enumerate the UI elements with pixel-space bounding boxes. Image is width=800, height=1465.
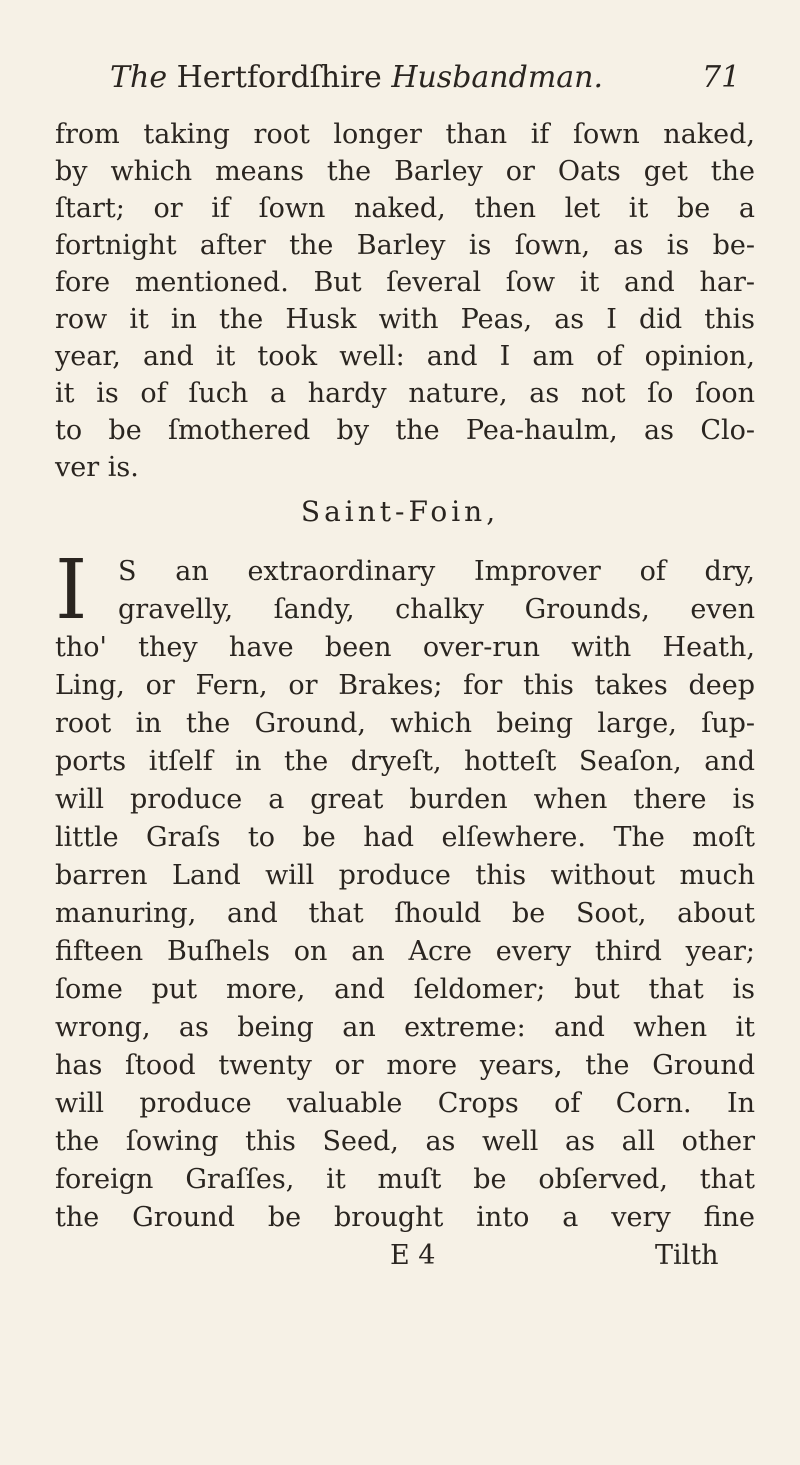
text-line: by which means the Barley or Oats get the <box>55 156 755 187</box>
text-line: wrong, as being an extreme: and when it <box>55 1012 755 1043</box>
text-line: manuring, and that ſhould be Soot, about <box>55 898 755 929</box>
text-line: will produce a great burden when there is <box>55 784 755 815</box>
section-heading: Saint-Foin, <box>300 495 500 528</box>
text-line: little Graſs to be had elſewhere. The moſt <box>55 822 755 853</box>
text-line: ſtart; or if ſown naked, then let it be a <box>55 193 755 224</box>
page-number: 71 <box>702 60 741 95</box>
text-line: year, and it took well: and I am of opinion, <box>55 341 755 372</box>
title-suffix: Husbandman. <box>391 60 604 95</box>
running-title <box>110 60 603 95</box>
text-line: to be ſmothered by the Pea-haulm, as Clo- <box>55 415 755 446</box>
catchword: Tilth <box>655 1240 719 1271</box>
text-line: S an extraordinary Improver of dry, <box>118 556 755 587</box>
signature-mark: E 4 <box>390 1240 436 1271</box>
text-line: barren Land will produce this without much <box>55 860 755 891</box>
text-line: the Ground be brought into a very fine <box>55 1202 755 1233</box>
text-line: root in the Ground, which being large, ſup- <box>55 708 755 739</box>
text-line: will produce valuable Crops of Corn. In <box>55 1088 755 1119</box>
text-line: fore mentioned. But ſeveral ſow it and har- <box>55 267 755 298</box>
text-line: has ſtood twenty or more years, the Ground <box>55 1050 755 1081</box>
running-header <box>50 50 750 110</box>
text-line: tho' they have been over-run with Heath, <box>55 632 755 663</box>
text-line: ports itſelf in the dryeſt, hotteſt Seaſon, and <box>55 746 755 777</box>
text-line: gravelly, ſandy, chalky Grounds, even <box>118 594 755 625</box>
drop-cap: I <box>55 543 88 638</box>
text-line: foreign Graſſes, it muſt be obſerved, that <box>55 1164 755 1195</box>
text-line: it is of ſuch a hardy nature, as not ſo ſoon <box>55 378 755 409</box>
title-main: Hertfordſhire <box>176 60 382 95</box>
text-line: the ſowing this Seed, as well as all other <box>55 1126 755 1157</box>
text-line: Ling, or Fern, or Brakes; for this takes deep <box>55 670 755 701</box>
text-line: fortnight after the Barley is ſown, as is be- <box>55 230 755 261</box>
text-line: ver is. <box>55 452 139 483</box>
text-line: fifteen Buſhels on an Acre every third year; <box>55 936 755 967</box>
text-line: row it in the Husk with Peas, as I did this <box>55 304 755 335</box>
title-prefix: The <box>110 60 168 95</box>
text-line: from taking root longer than if ſown naked, <box>55 119 755 150</box>
text-line: ſome put more, and ſeldomer; but that is <box>55 974 755 1005</box>
